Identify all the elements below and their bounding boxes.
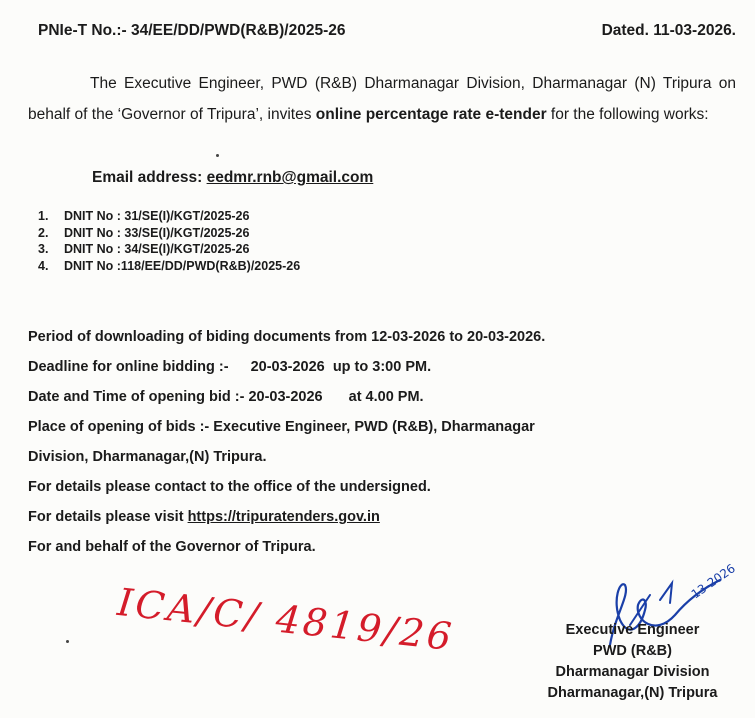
contact-line: For details please contact to the office of the undersigned.: [28, 479, 431, 495]
notice-date: Dated. 11-03-2026.: [601, 22, 736, 39]
tender-details: [28, 322, 748, 562]
intro-text-part2: for the following works:: [546, 106, 709, 123]
intro-paragraph: [28, 68, 736, 130]
notice-header: [28, 22, 736, 46]
signatory-division: Dharmanagar Division: [555, 664, 710, 680]
speck-mark: [216, 154, 219, 157]
opening-time: at 4.00 PM.: [348, 389, 424, 405]
place-line-2: Division, Dharmanagar,(N) Tripura.: [28, 449, 267, 465]
signatory-title: Executive Engineer: [565, 622, 700, 638]
list-item-text: DNIT No : 31/SE(I)/KGT/2025-26: [64, 209, 250, 223]
deadline-label: Deadline for online bidding :-: [28, 359, 229, 375]
list-item-text: DNIT No :118/EE/DD/PWD(R&B)/2025-26: [64, 258, 301, 273]
email-label: Email address:: [92, 169, 207, 186]
list-item: [38, 241, 300, 258]
signature-date: 13-2026: [688, 561, 738, 602]
intro-tender-type: online percentage rate e-tender: [315, 106, 547, 123]
signatory-block: [520, 620, 745, 704]
visit-label: For details please visit: [28, 509, 188, 525]
list-item-text: DNIT No : 34/SE(I)/KGT/2025-26: [64, 242, 250, 256]
intro-text-part1: The Executive Engineer, PWD (R&B) Dharmanagar Division, Dharmanagar (N) Tripura on behalf of the ‘Governor of Tripura’, invites: [28, 75, 736, 123]
list-item-number: 2.: [38, 225, 49, 240]
visit-line: [28, 502, 748, 532]
download-period: Period of downloading of biding documents from 12-03-2026 to 20-03-2026.: [28, 329, 546, 345]
notice-number: PNIe-T No.:- 34/EE/DD/PWD(R&B)/2025-26: [38, 22, 346, 39]
list-item-number: 1.: [38, 209, 49, 223]
signatory-location: Dharmanagar,(N) Tripura: [547, 685, 718, 701]
handwritten-reference: ICA/C/ 4819/26: [115, 580, 457, 660]
list-item-number: 4.: [38, 258, 49, 273]
place-line-1: Place of opening of bids :- Executive Engineer, PWD (R&B), Dharmanagar: [28, 419, 535, 435]
speck-mark: [66, 640, 69, 643]
opening-label: Date and Time of opening bid :- 20-03-2026: [28, 389, 323, 405]
tender-portal-link[interactable]: https://tripuratenders.gov.in: [187, 509, 380, 525]
list-item-number: 3.: [38, 242, 49, 256]
dnit-list: [38, 208, 300, 274]
email-address-line: [92, 169, 373, 187]
email-link[interactable]: eedmr.rnb@gmail.com: [206, 169, 374, 186]
list-item-text: DNIT No : 33/SE(I)/KGT/2025-26: [64, 225, 250, 240]
opening-line: [28, 382, 748, 412]
behalf-line: For and behalf of the Governor of Tripura.: [28, 539, 316, 555]
signatory-department: PWD (R&B): [593, 643, 672, 659]
deadline-date: 20-03-2026: [250, 359, 325, 375]
deadline-line: [28, 352, 748, 382]
list-item: [38, 208, 300, 225]
list-item: [38, 258, 300, 275]
list-item: [38, 225, 300, 242]
deadline-time: up to 3:00 PM.: [332, 359, 432, 375]
